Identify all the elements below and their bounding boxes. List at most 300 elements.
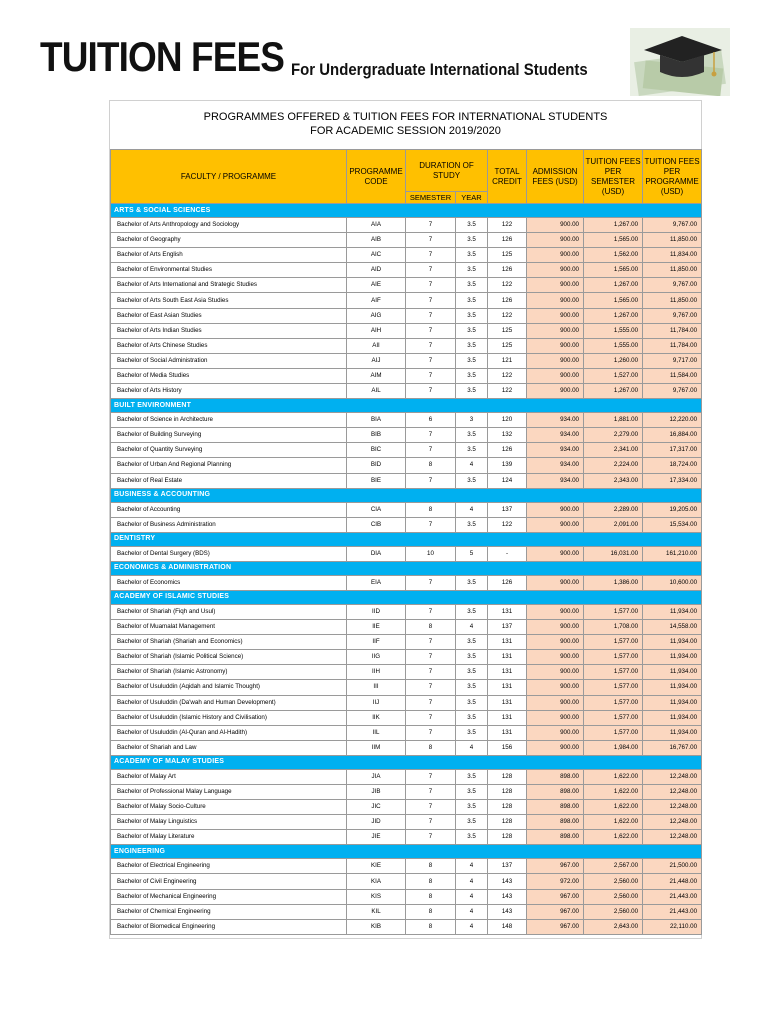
table-row (111, 620, 702, 635)
years: 3.5 (456, 815, 488, 830)
admission-fee: 900.00 (527, 502, 584, 517)
programme-code: JIE (347, 830, 406, 845)
programme-code: IIF (347, 635, 406, 650)
programme-name: Bachelor of Social Administration (111, 353, 347, 368)
programme-name: Bachelor of Usuluddin (Al-Quran and Al-Hadith) (111, 725, 347, 740)
programme-name: Bachelor of Arts Indian Studies (111, 323, 347, 338)
semesters: 7 (406, 710, 456, 725)
programme-code: JIB (347, 785, 406, 800)
admission-fee: 900.00 (527, 308, 584, 323)
fee-per-semester: 1,565.00 (584, 263, 643, 278)
table-row (111, 293, 702, 308)
fee-per-semester: 1,267.00 (584, 384, 643, 399)
semesters: 8 (406, 904, 456, 919)
fee-per-programme: 11,834.00 (643, 248, 702, 263)
years: 4 (456, 620, 488, 635)
admission-fee: 900.00 (527, 218, 584, 233)
fee-per-semester: 1,577.00 (584, 650, 643, 665)
programme-name: Bachelor of Professional Malay Language (111, 785, 347, 800)
fee-per-semester: 1,267.00 (584, 218, 643, 233)
programme-name: Bachelor of Malay Linguistics (111, 815, 347, 830)
programme-code: BIC (347, 443, 406, 458)
table-row (111, 604, 702, 619)
fee-per-semester: 1,555.00 (584, 338, 643, 353)
total-credit: 128 (488, 769, 527, 784)
table-row (111, 635, 702, 650)
semesters: 7 (406, 680, 456, 695)
programme-code: AIB (347, 233, 406, 248)
total-credit: 137 (488, 620, 527, 635)
programme-code: IIL (347, 725, 406, 740)
programme-name: Bachelor of Civil Engineering (111, 874, 347, 889)
admission-fee: 900.00 (527, 680, 584, 695)
semesters: 7 (406, 695, 456, 710)
table-row (111, 889, 702, 904)
years: 3.5 (456, 680, 488, 695)
programme-name: Bachelor of Real Estate (111, 473, 347, 488)
programme-code: AID (347, 263, 406, 278)
programme-code: AIJ (347, 353, 406, 368)
total-credit: 128 (488, 830, 527, 845)
table-row (111, 575, 702, 590)
years: 3.5 (456, 353, 488, 368)
fee-per-programme: 11,784.00 (643, 338, 702, 353)
fee-per-programme: 11,934.00 (643, 680, 702, 695)
programme-name: Bachelor of Shariah (Islamic Astronomy) (111, 665, 347, 680)
table-row (111, 815, 702, 830)
table-row (111, 353, 702, 368)
total-credit: 143 (488, 889, 527, 904)
fee-per-programme: 9,767.00 (643, 218, 702, 233)
category-label: BUILT ENVIRONMENT (111, 399, 702, 413)
admission-fee: 900.00 (527, 293, 584, 308)
years: 3.5 (456, 428, 488, 443)
category-label: ACADEMY OF MALAY STUDIES (111, 755, 702, 769)
table-row (111, 278, 702, 293)
total-credit: 125 (488, 323, 527, 338)
programme-name: Bachelor of Business Administration (111, 517, 347, 532)
programme-code: JIA (347, 769, 406, 784)
semesters: 7 (406, 725, 456, 740)
fee-per-semester: 2,643.00 (584, 919, 643, 934)
table-row (111, 665, 702, 680)
fee-per-programme: 11,934.00 (643, 695, 702, 710)
admission-fee: 900.00 (527, 353, 584, 368)
table-row (111, 308, 702, 323)
category-label: BUSINESS & ACCOUNTING (111, 488, 702, 502)
total-credit: 122 (488, 278, 527, 293)
category-label: ECONOMICS & ADMINISTRATION (111, 561, 702, 575)
years: 4 (456, 889, 488, 904)
fee-per-semester: 2,279.00 (584, 428, 643, 443)
fee-per-programme: 11,934.00 (643, 710, 702, 725)
fee-per-semester: 2,341.00 (584, 443, 643, 458)
header-credit: TOTAL CREDIT (488, 150, 527, 204)
years: 3.5 (456, 650, 488, 665)
fee-per-programme: 12,248.00 (643, 800, 702, 815)
total-credit: 122 (488, 368, 527, 383)
admission-fee: 967.00 (527, 889, 584, 904)
semesters: 7 (406, 665, 456, 680)
programme-code: KIS (347, 889, 406, 904)
admission-fee: 900.00 (527, 517, 584, 532)
semesters: 7 (406, 428, 456, 443)
fee-per-semester: 1,622.00 (584, 830, 643, 845)
years: 4 (456, 740, 488, 755)
total-credit: 126 (488, 575, 527, 590)
total-credit: 126 (488, 263, 527, 278)
admission-fee: 898.00 (527, 800, 584, 815)
programme-name: Bachelor of Media Studies (111, 368, 347, 383)
header-per-programme: TUITION FEES PER PROGRAMME (USD) (643, 150, 702, 204)
admission-fee: 900.00 (527, 233, 584, 248)
admission-fee: 900.00 (527, 248, 584, 263)
semesters: 7 (406, 248, 456, 263)
fee-per-semester: 2,289.00 (584, 502, 643, 517)
programme-code: KIE (347, 859, 406, 874)
category-label: DENTISTRY (111, 532, 702, 546)
admission-fee: 900.00 (527, 368, 584, 383)
fee-per-programme: 9,717.00 (643, 353, 702, 368)
table-row (111, 218, 702, 233)
semesters: 8 (406, 458, 456, 473)
table-row (111, 517, 702, 532)
programme-code: IIG (347, 650, 406, 665)
years: 3.5 (456, 368, 488, 383)
admission-fee: 900.00 (527, 263, 584, 278)
fee-per-semester: 1,622.00 (584, 815, 643, 830)
years: 3 (456, 413, 488, 428)
total-credit: - (488, 546, 527, 561)
years: 3.5 (456, 443, 488, 458)
fee-per-programme: 21,443.00 (643, 904, 702, 919)
total-credit: 122 (488, 308, 527, 323)
semesters: 7 (406, 384, 456, 399)
admission-fee: 967.00 (527, 859, 584, 874)
admission-fee: 900.00 (527, 604, 584, 619)
semesters: 7 (406, 815, 456, 830)
admission-fee: 900.00 (527, 740, 584, 755)
graduation-cap-icon (630, 28, 730, 96)
table-row (111, 338, 702, 353)
table-body (111, 204, 702, 935)
admission-fee: 900.00 (527, 384, 584, 399)
semesters: 7 (406, 650, 456, 665)
programme-name: Bachelor of Building Surveying (111, 428, 347, 443)
fee-per-semester: 1,577.00 (584, 665, 643, 680)
semesters: 7 (406, 293, 456, 308)
table-row (111, 769, 702, 784)
programme-name: Bachelor of Economics (111, 575, 347, 590)
total-credit: 131 (488, 604, 527, 619)
category-row (111, 204, 702, 218)
programme-name: Bachelor of Environmental Studies (111, 263, 347, 278)
admission-fee: 900.00 (527, 695, 584, 710)
category-row (111, 755, 702, 769)
page-header (0, 0, 768, 96)
programme-name: Bachelor of Shariah (Fiqh and Usul) (111, 604, 347, 619)
admission-fee: 898.00 (527, 830, 584, 845)
semesters: 7 (406, 278, 456, 293)
table-row (111, 413, 702, 428)
programme-name: Bachelor of Malay Literature (111, 830, 347, 845)
years: 3.5 (456, 830, 488, 845)
fee-per-semester: 1,267.00 (584, 308, 643, 323)
programme-code: AIG (347, 308, 406, 323)
table-row (111, 458, 702, 473)
table-row (111, 248, 702, 263)
semesters: 7 (406, 323, 456, 338)
semesters: 8 (406, 740, 456, 755)
programme-name: Bachelor of Arts Anthropology and Sociology (111, 218, 347, 233)
years: 3.5 (456, 323, 488, 338)
fee-per-programme: 15,534.00 (643, 517, 702, 532)
table-row (111, 323, 702, 338)
semesters: 7 (406, 263, 456, 278)
table-row (111, 384, 702, 399)
header-duration: DURATION OF STUDY (406, 150, 488, 192)
fee-per-programme: 16,884.00 (643, 428, 702, 443)
programme-code: AIC (347, 248, 406, 263)
years: 3.5 (456, 800, 488, 815)
total-credit: 137 (488, 859, 527, 874)
fee-per-semester: 1,577.00 (584, 695, 643, 710)
fee-per-programme: 21,443.00 (643, 889, 702, 904)
table-row (111, 368, 702, 383)
table-row (111, 859, 702, 874)
admission-fee: 900.00 (527, 725, 584, 740)
table-title: PROGRAMMES OFFERED & TUITION FEES FOR INTERNATIONAL STUDENTS FOR ACADEMIC SESSION 2019/2020 (203, 111, 608, 137)
years: 3.5 (456, 233, 488, 248)
header-admission: ADMISSION FEES (USD) (527, 150, 584, 204)
admission-fee: 898.00 (527, 815, 584, 830)
fee-per-programme: 161,210.00 (643, 546, 702, 561)
total-credit: 137 (488, 502, 527, 517)
total-credit: 143 (488, 904, 527, 919)
fee-per-programme: 21,448.00 (643, 874, 702, 889)
admission-fee: 900.00 (527, 650, 584, 665)
total-credit: 126 (488, 293, 527, 308)
table-row (111, 800, 702, 815)
page-title: TUITION FEES (40, 33, 285, 80)
category-label: ACADEMY OF ISLAMIC STUDIES (111, 590, 702, 604)
fee-per-programme: 17,334.00 (643, 473, 702, 488)
total-credit: 139 (488, 458, 527, 473)
programme-code: JIC (347, 800, 406, 815)
total-credit: 143 (488, 874, 527, 889)
semesters: 8 (406, 919, 456, 934)
table-row (111, 710, 702, 725)
fee-per-semester: 2,560.00 (584, 889, 643, 904)
years: 5 (456, 546, 488, 561)
fee-per-semester: 1,562.00 (584, 248, 643, 263)
category-label: ENGINEERING (111, 845, 702, 859)
years: 4 (456, 904, 488, 919)
table-row (111, 473, 702, 488)
fee-per-programme: 16,767.00 (643, 740, 702, 755)
years: 3.5 (456, 575, 488, 590)
category-row (111, 561, 702, 575)
semesters: 7 (406, 368, 456, 383)
table-row (111, 443, 702, 458)
fee-per-semester: 1,260.00 (584, 353, 643, 368)
programme-name: Bachelor of Shariah (Islamic Political Science) (111, 650, 347, 665)
fee-per-programme: 11,934.00 (643, 665, 702, 680)
years: 4 (456, 874, 488, 889)
total-credit: 126 (488, 443, 527, 458)
admission-fee: 900.00 (527, 575, 584, 590)
fee-per-semester: 1,577.00 (584, 710, 643, 725)
years: 3.5 (456, 384, 488, 399)
semesters: 7 (406, 338, 456, 353)
programme-name: Bachelor of Chemical Engineering (111, 904, 347, 919)
programme-name: Bachelor of Arts English (111, 248, 347, 263)
total-credit: 128 (488, 800, 527, 815)
years: 3.5 (456, 604, 488, 619)
programme-name: Bachelor of Malay Socio-Culture (111, 800, 347, 815)
fee-per-programme: 14,558.00 (643, 620, 702, 635)
header-year: YEAR (456, 192, 488, 204)
semesters: 7 (406, 353, 456, 368)
semesters: 8 (406, 502, 456, 517)
admission-fee: 934.00 (527, 458, 584, 473)
total-credit: 131 (488, 695, 527, 710)
semesters: 7 (406, 785, 456, 800)
table-row (111, 874, 702, 889)
programme-code: BID (347, 458, 406, 473)
table-row (111, 740, 702, 755)
programme-name: Bachelor of Arts International and Strategic Studies (111, 278, 347, 293)
semesters: 7 (406, 830, 456, 845)
years: 3.5 (456, 338, 488, 353)
admission-fee: 900.00 (527, 665, 584, 680)
programme-code: AIE (347, 278, 406, 293)
programme-code: BIA (347, 413, 406, 428)
programme-code: IIK (347, 710, 406, 725)
fee-per-programme: 12,248.00 (643, 830, 702, 845)
total-credit: 156 (488, 740, 527, 755)
years: 3.5 (456, 635, 488, 650)
table-row (111, 502, 702, 517)
programme-code: KIA (347, 874, 406, 889)
category-row (111, 590, 702, 604)
programme-code: BIE (347, 473, 406, 488)
programme-name: Bachelor of Geography (111, 233, 347, 248)
years: 3.5 (456, 218, 488, 233)
years: 3.5 (456, 293, 488, 308)
admission-fee: 900.00 (527, 635, 584, 650)
programme-name: Bachelor of Malay Art (111, 769, 347, 784)
fee-per-semester: 1,577.00 (584, 680, 643, 695)
semesters: 7 (406, 635, 456, 650)
years: 4 (456, 502, 488, 517)
fee-per-programme: 11,850.00 (643, 293, 702, 308)
semesters: 8 (406, 620, 456, 635)
programme-name: Bachelor of Biomedical Engineering (111, 919, 347, 934)
programme-name: Bachelor of East Asian Studies (111, 308, 347, 323)
programme-name: Bachelor of Arts History (111, 384, 347, 399)
programme-code: IIJ (347, 695, 406, 710)
programme-name: Bachelor of Dental Surgery (BDS) (111, 546, 347, 561)
fee-per-programme: 11,934.00 (643, 650, 702, 665)
programme-code: AIM (347, 368, 406, 383)
programme-code: EIA (347, 575, 406, 590)
programme-code: KIB (347, 919, 406, 934)
programme-code: IIM (347, 740, 406, 755)
header-code: PROGRAMME CODE (347, 150, 406, 204)
admission-fee: 972.00 (527, 874, 584, 889)
fee-per-programme: 12,248.00 (643, 769, 702, 784)
years: 3.5 (456, 263, 488, 278)
programme-code: CIA (347, 502, 406, 517)
programme-name: Bachelor of Shariah (Shariah and Economics) (111, 635, 347, 650)
fee-per-programme: 11,850.00 (643, 233, 702, 248)
years: 3.5 (456, 769, 488, 784)
programme-name: Bachelor of Science in Architecture (111, 413, 347, 428)
admission-fee: 898.00 (527, 785, 584, 800)
programme-name: Bachelor of Usuluddin (Da'wah and Human Development) (111, 695, 347, 710)
fee-per-semester: 2,091.00 (584, 517, 643, 532)
page-subtitle: For Undergraduate International Students (291, 60, 588, 79)
fee-per-programme: 22,110.00 (643, 919, 702, 934)
fee-per-programme: 9,767.00 (643, 308, 702, 323)
fee-per-semester: 1,622.00 (584, 785, 643, 800)
fee-per-semester: 1,622.00 (584, 800, 643, 815)
semesters: 10 (406, 546, 456, 561)
table-row (111, 785, 702, 800)
header-per-semester: TUITION FEES PER SEMESTER (USD) (584, 150, 643, 204)
total-credit: 128 (488, 815, 527, 830)
programme-name: Bachelor of Shariah and Law (111, 740, 347, 755)
years: 3.5 (456, 710, 488, 725)
years: 3.5 (456, 278, 488, 293)
years: 3.5 (456, 695, 488, 710)
admission-fee: 967.00 (527, 919, 584, 934)
fee-per-semester: 2,560.00 (584, 904, 643, 919)
fee-per-semester: 1,267.00 (584, 278, 643, 293)
fee-per-programme: 18,724.00 (643, 458, 702, 473)
semesters: 7 (406, 769, 456, 784)
fee-per-semester: 1,984.00 (584, 740, 643, 755)
total-credit: 131 (488, 710, 527, 725)
fee-per-programme: 9,767.00 (643, 278, 702, 293)
category-row (111, 532, 702, 546)
programme-code: AIF (347, 293, 406, 308)
table-row (111, 830, 702, 845)
programme-code: JID (347, 815, 406, 830)
admission-fee: 934.00 (527, 428, 584, 443)
fee-per-semester: 1,565.00 (584, 293, 643, 308)
semesters: 7 (406, 443, 456, 458)
admission-fee: 900.00 (527, 620, 584, 635)
total-credit: 125 (488, 248, 527, 263)
tuition-fees-table (110, 149, 702, 935)
table-row (111, 725, 702, 740)
total-credit: 126 (488, 233, 527, 248)
programme-code: CIB (347, 517, 406, 532)
programme-name: Bachelor of Urban And Regional Planning (111, 458, 347, 473)
semesters: 8 (406, 859, 456, 874)
table-row (111, 428, 702, 443)
admission-fee: 934.00 (527, 473, 584, 488)
total-credit: 122 (488, 384, 527, 399)
category-row (111, 399, 702, 413)
fee-per-programme: 12,220.00 (643, 413, 702, 428)
fee-per-semester: 2,343.00 (584, 473, 643, 488)
fee-per-semester: 1,881.00 (584, 413, 643, 428)
programme-code: IID (347, 604, 406, 619)
fee-per-programme: 12,248.00 (643, 815, 702, 830)
